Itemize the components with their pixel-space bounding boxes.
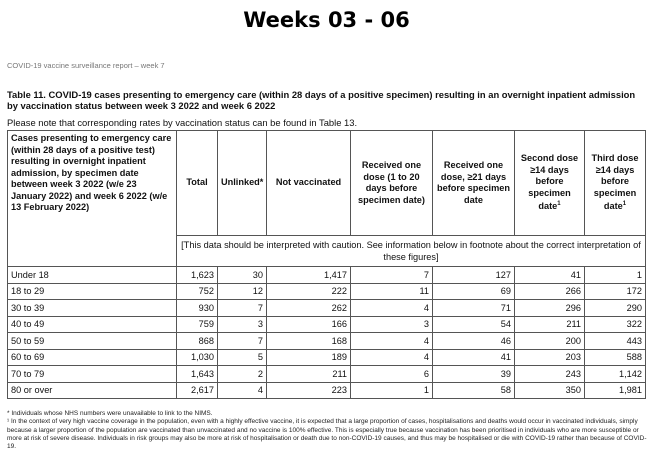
table-cell: 262 [267, 300, 351, 317]
table-cell: 2 [218, 366, 267, 383]
table-cell: 5 [218, 349, 267, 366]
table-cell: 243 [515, 366, 585, 383]
table-cell: 222 [267, 283, 351, 300]
table-row [8, 333, 646, 350]
table-cell: 41 [433, 349, 515, 366]
table-cell: 930 [177, 300, 218, 317]
table-row [8, 283, 646, 300]
col-header-not-vaccinated: Not vaccinated [267, 131, 351, 236]
table-cell: 322 [585, 316, 646, 333]
table-cell: 350 [515, 382, 585, 399]
age-group-cell: 60 to 69 [8, 349, 177, 366]
table-cell: 266 [515, 283, 585, 300]
table-cell: 168 [267, 333, 351, 350]
table-cell: 127 [433, 267, 515, 284]
col-header-third-dose-label: Third dose ≥14 days before specimen date [591, 153, 639, 212]
footnote-unlinked: * Individuals whose NHS numbers were unavailable to link to the NIMS. [7, 410, 213, 417]
table-title: Table 11. COVID-19 cases presenting to emergency care (within 28 days of a positive specimen) resulting in an overnight inpatient admission by vaccination status between week 3 2022 and week 6 2022 [7, 89, 636, 111]
table-cell: 296 [515, 300, 585, 317]
table-cell: 4 [351, 349, 433, 366]
table-cell: 3 [351, 316, 433, 333]
table-cell: 752 [177, 283, 218, 300]
table-cell: 4 [351, 300, 433, 317]
page-banner: Weeks 03 - 06 [243, 8, 410, 32]
col-header-one-dose-21-days: Received one dose, ≥21 days before specimen date [433, 131, 515, 236]
table-cell: 1,417 [267, 267, 351, 284]
col-header-unlinked: Unlinked* [218, 131, 267, 236]
table-cell: 58 [433, 382, 515, 399]
table-row [8, 300, 646, 317]
table-cell: 1 [585, 267, 646, 284]
footnote-marker: 1 [557, 201, 561, 208]
table-row [8, 349, 646, 366]
col-header-case-description: Cases presenting to emergency care (within 28 days of a positive test) resulting in overnight inpatient admission, by specimen date between week 3 2022 (w/e 23 January 2022) and week 6 2022 (w/e 13 February 2022) [8, 131, 177, 267]
table-cell: 4 [218, 382, 267, 399]
table-cell: 7 [218, 333, 267, 350]
table-cell: 189 [267, 349, 351, 366]
col-header-third-dose [585, 131, 646, 236]
table-cell: 71 [433, 300, 515, 317]
table-cell: 4 [351, 333, 433, 350]
table-cell: 69 [433, 283, 515, 300]
table-cell: 7 [351, 267, 433, 284]
table-cell: 1,142 [585, 366, 646, 383]
table-cell: 3 [218, 316, 267, 333]
table-note: Please note that corresponding rates by vaccination status can be found in Table 13. [7, 117, 358, 128]
age-group-cell: 40 to 49 [8, 316, 177, 333]
table-cell: 1,623 [177, 267, 218, 284]
table-cell: 211 [267, 366, 351, 383]
table-cell: 2,617 [177, 382, 218, 399]
age-group-cell: 50 to 59 [8, 333, 177, 350]
table-cell: 203 [515, 349, 585, 366]
table-cell: 54 [433, 316, 515, 333]
age-group-cell: 80 or over [8, 382, 177, 399]
table-row [8, 316, 646, 333]
caution-note: [This data should be interpreted with caution. See information below in footnote about the correct interpretation of these figures] [177, 236, 646, 267]
table-cell: 1,981 [585, 382, 646, 399]
table-cell: 166 [267, 316, 351, 333]
table-cell: 211 [515, 316, 585, 333]
age-group-cell: 30 to 39 [8, 300, 177, 317]
col-header-second-dose-label: Second dose ≥14 days before specimen date [520, 153, 579, 212]
col-header-second-dose [515, 131, 585, 236]
table-cell: 172 [585, 283, 646, 300]
vaccination-status-table [7, 130, 646, 399]
table-cell: 443 [585, 333, 646, 350]
table-cell: 1,030 [177, 349, 218, 366]
table-cell: 39 [433, 366, 515, 383]
footnote-vaccine-coverage: ¹ In the context of very high vaccine coverage in the population, even with a highly effective vaccine, it is expected that a large proportion of cases, hospitalisations and deaths would occur in vaccinated individuals, simply because a larger proportion of the population are vaccinated than unvaccinated and no vaccine is 100% effective. This is especially true because vaccination has been prioritised in individuals who are more susceptible or more at risk of severe disease. Individuals in risk groups may also be more at risk of hospitalisation or death due to non-COVID-19 causes, and thus may be hospitalised or die with COVID-19 rather than because of COVID-19. [7, 418, 647, 451]
age-group-cell: 70 to 79 [8, 366, 177, 383]
footnotes [7, 410, 649, 451]
table-cell: 12 [218, 283, 267, 300]
age-group-cell: Under 18 [8, 267, 177, 284]
table-cell: 6 [351, 366, 433, 383]
table-cell: 868 [177, 333, 218, 350]
table-cell: 223 [267, 382, 351, 399]
table-row [8, 267, 646, 284]
table-cell: 759 [177, 316, 218, 333]
table-row [8, 382, 646, 399]
table-cell: 46 [433, 333, 515, 350]
table-cell: 41 [515, 267, 585, 284]
table-cell: 11 [351, 283, 433, 300]
table-cell: 1 [351, 382, 433, 399]
age-group-cell: 18 to 29 [8, 283, 177, 300]
table-row [8, 366, 646, 383]
footnote-marker: 1 [622, 201, 627, 208]
table-cell: 30 [218, 267, 267, 284]
table-cell: 290 [585, 300, 646, 317]
table-cell: 7 [218, 300, 267, 317]
table-cell: 588 [585, 349, 646, 366]
table-cell: 200 [515, 333, 585, 350]
col-header-total: Total [177, 131, 218, 236]
col-header-one-dose-1-20-days: Received one dose (1 to 20 days before specimen date) [351, 131, 433, 236]
report-running-header: COVID-19 vaccine surveillance report – week 7 [7, 61, 165, 70]
table-cell: 1,643 [177, 366, 218, 383]
